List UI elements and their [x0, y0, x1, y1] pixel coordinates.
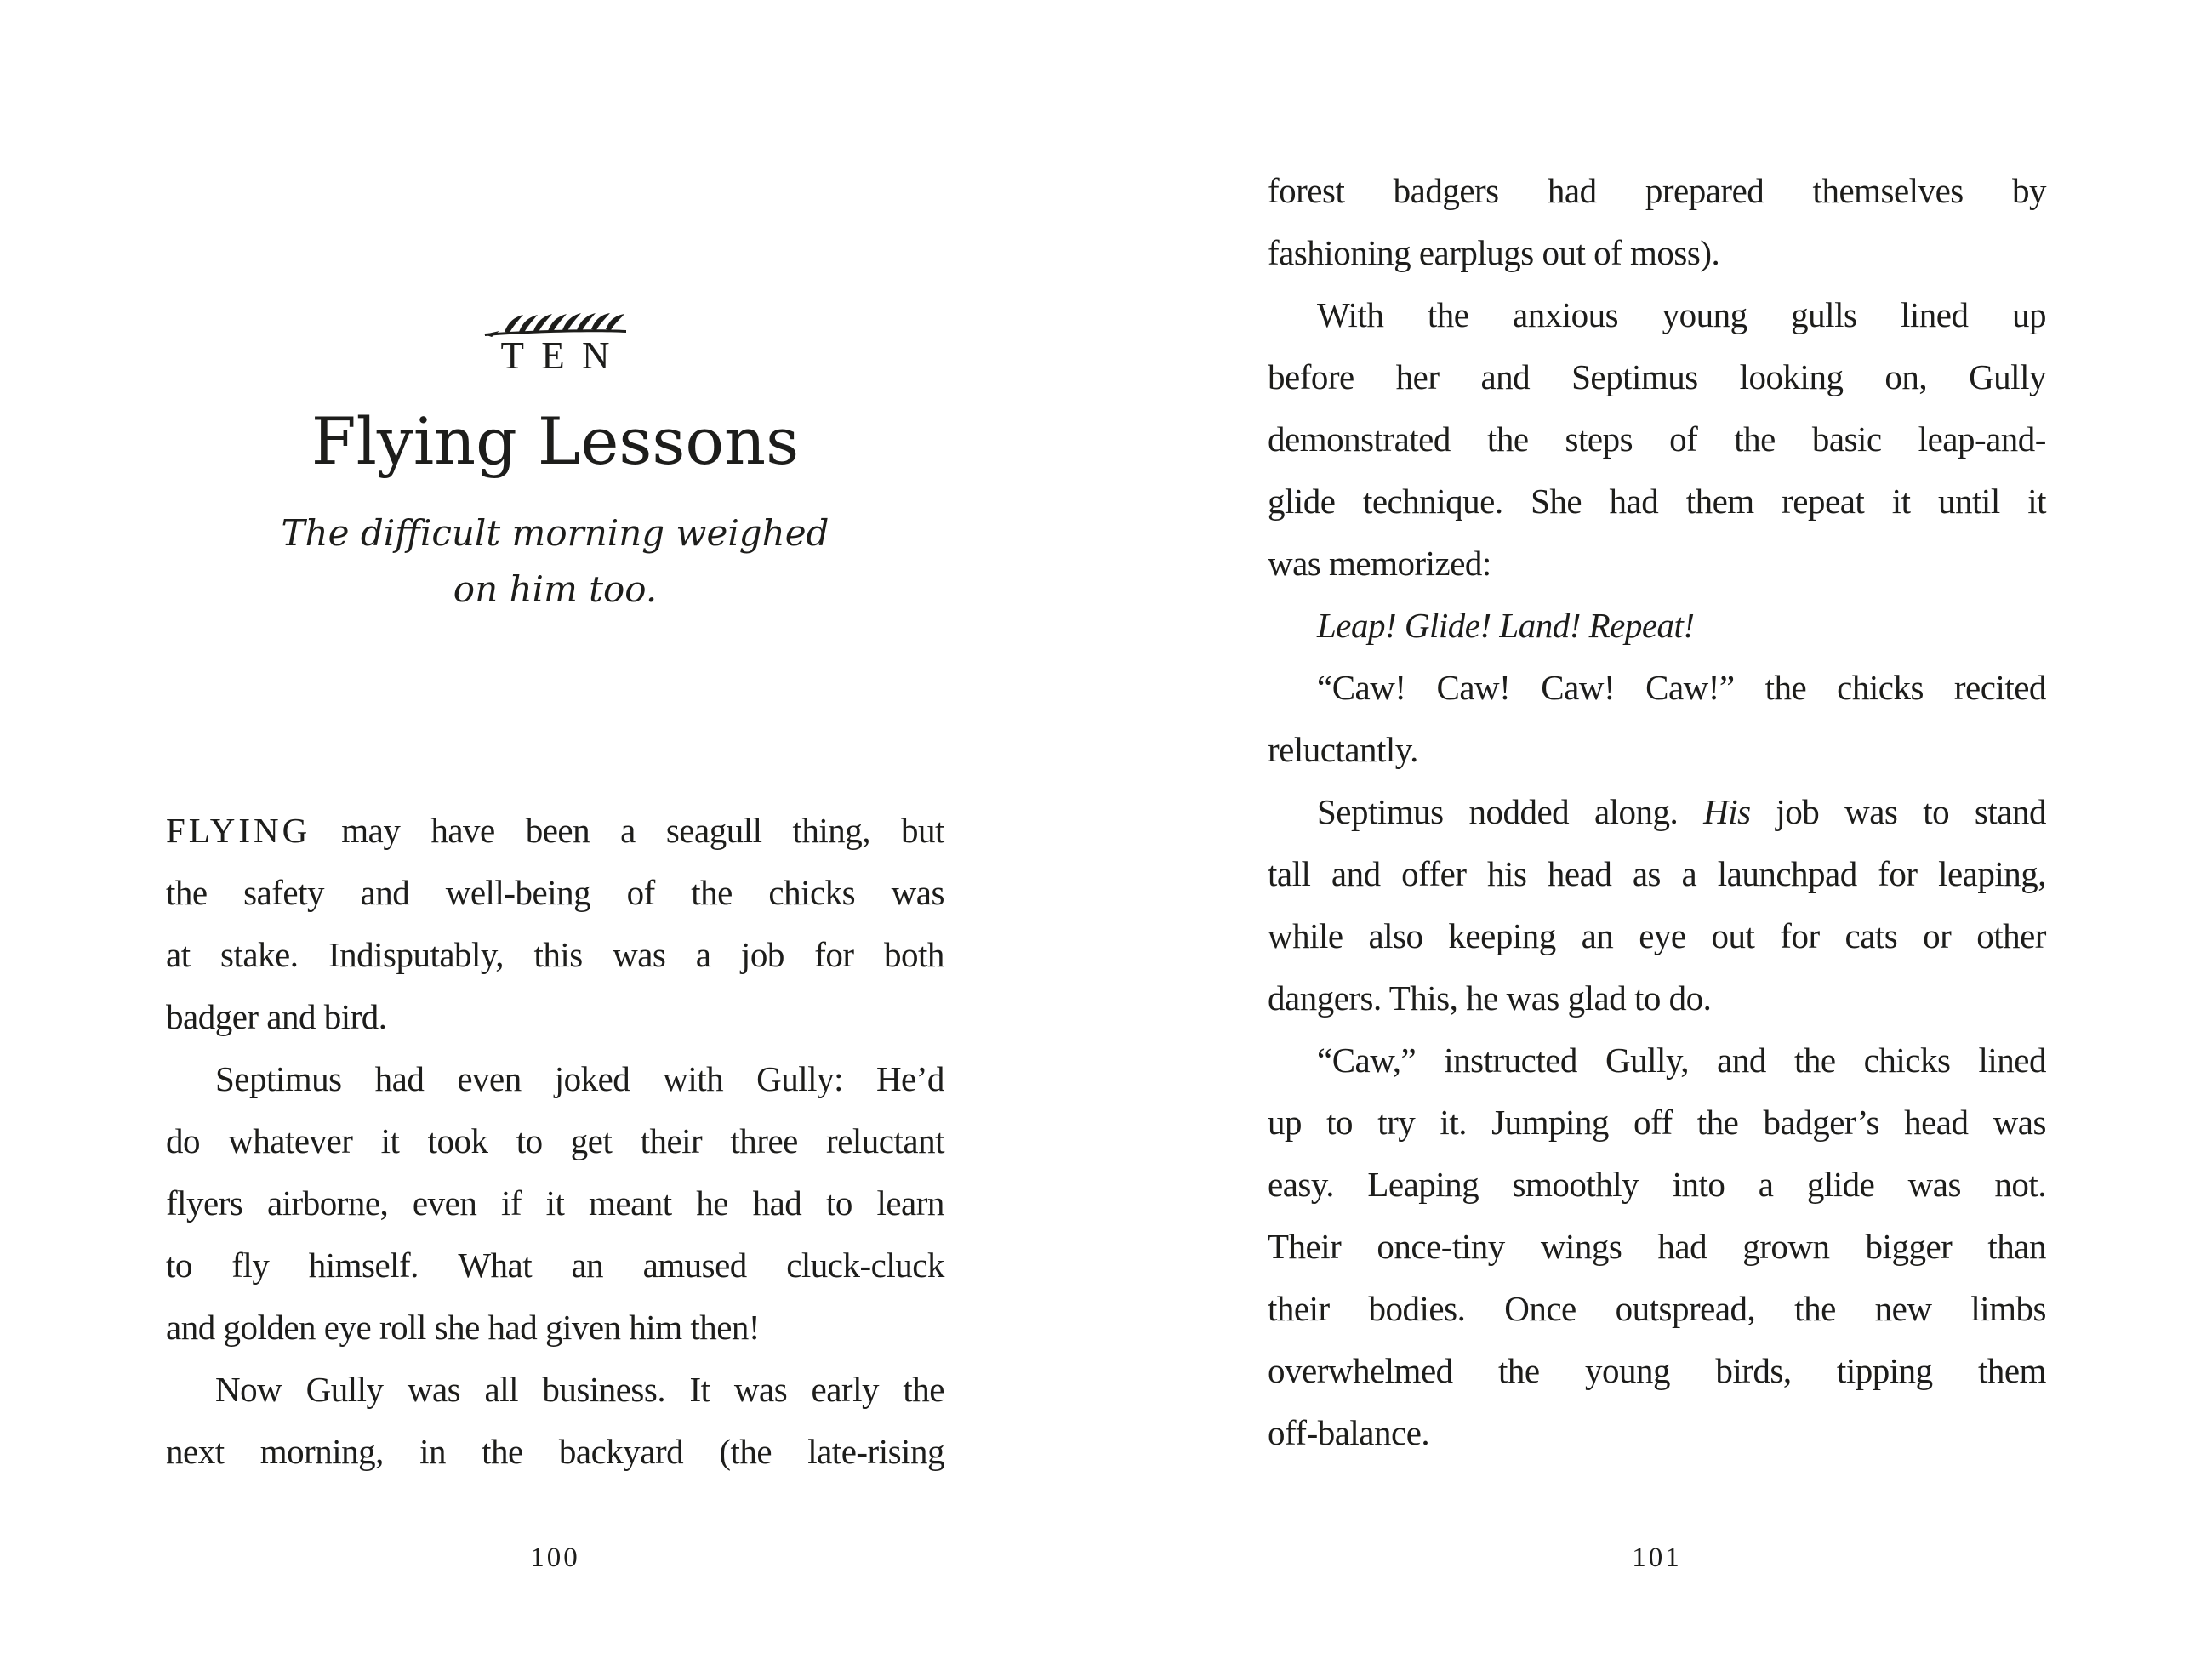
text-line: Their once-tiny wings had grown bigger than [1268, 1227, 2046, 1266]
chapter-title: Flying Lessons [311, 403, 800, 479]
chapter-number: TEN [500, 334, 627, 377]
text-line: dangers. This, he was glad to do. [1268, 978, 1712, 1018]
text-line: Septimus had even joked with Gully: He’d [215, 1059, 944, 1098]
text-line: up to try it. Jumping off the badger’s head was [1268, 1103, 2046, 1142]
text-line: next morning, in the backyard (the late-rising [166, 1432, 944, 1471]
text-line: was memorized: [1268, 544, 1491, 583]
text-line: forest badgers had prepared themselves by [1268, 171, 2046, 210]
text-line: badger and bird. [166, 997, 387, 1036]
text-line: reluctantly. [1268, 730, 1418, 769]
right-page-number: 101 [1632, 1542, 1682, 1573]
text-line: while also keeping an eye out for cats or other [1268, 916, 2046, 955]
text-line: “Caw! Caw! Caw! Caw!” the chicks recited [1317, 668, 2046, 707]
text-line: easy. Leaping smoothly into a glide was not. [1268, 1165, 2046, 1204]
text-line: “Caw,” instructed Gully, and the chicks lined [1317, 1040, 2046, 1080]
text-line: flyers airborne, even if it meant he had to learn [166, 1183, 944, 1223]
text-line: off-balance. [1268, 1413, 1430, 1452]
text-line: FLYING may have been a seagull thing, but [166, 811, 944, 850]
text-line: With the anxious young gulls lined up [1317, 295, 2046, 334]
text-line: at stake. Indisputably, this was a job for both [166, 935, 944, 974]
epigraph-line: on him too. [453, 568, 658, 610]
text-line: do whatever it took to get their three reluctant [166, 1121, 944, 1160]
left-page-body [166, 800, 944, 1483]
page-right [1268, 0, 2046, 1659]
left-page-number: 100 [530, 1542, 580, 1573]
text-line: Leap! Glide! Land! Repeat! [1317, 606, 1695, 645]
epigraph-line: The difficult morning weighed [281, 512, 830, 554]
chapter-epigraph [166, 505, 944, 618]
right-page-body [1268, 160, 2046, 1464]
text-line: before her and Septimus looking on, Gully [1268, 357, 2046, 396]
text-line: Now Gully was all business. It was early the [215, 1370, 944, 1409]
text-line: to fly himself. What an amused cluck-cluck [166, 1246, 944, 1285]
text-line: demonstrated the steps of the basic leap-and- [1268, 419, 2046, 459]
text-line: overwhelmed the young birds, tipping them [1268, 1351, 2046, 1390]
text-line: fashioning earplugs out of moss). [1268, 233, 1720, 272]
page-left [166, 0, 944, 1659]
text-line: the safety and well-being of the chicks was [166, 873, 944, 912]
text-line: and golden eye roll she had given him then! [166, 1308, 761, 1347]
text-line: tall and offer his head as a launchpad for leaping, [1268, 854, 2046, 893]
text-line: glide technique. She had them repeat it until it [1268, 482, 2046, 521]
text-line: their bodies. Once outspread, the new limbs [1268, 1289, 2046, 1328]
text-line: Septimus nodded along. His job was to stand [1317, 792, 2046, 831]
